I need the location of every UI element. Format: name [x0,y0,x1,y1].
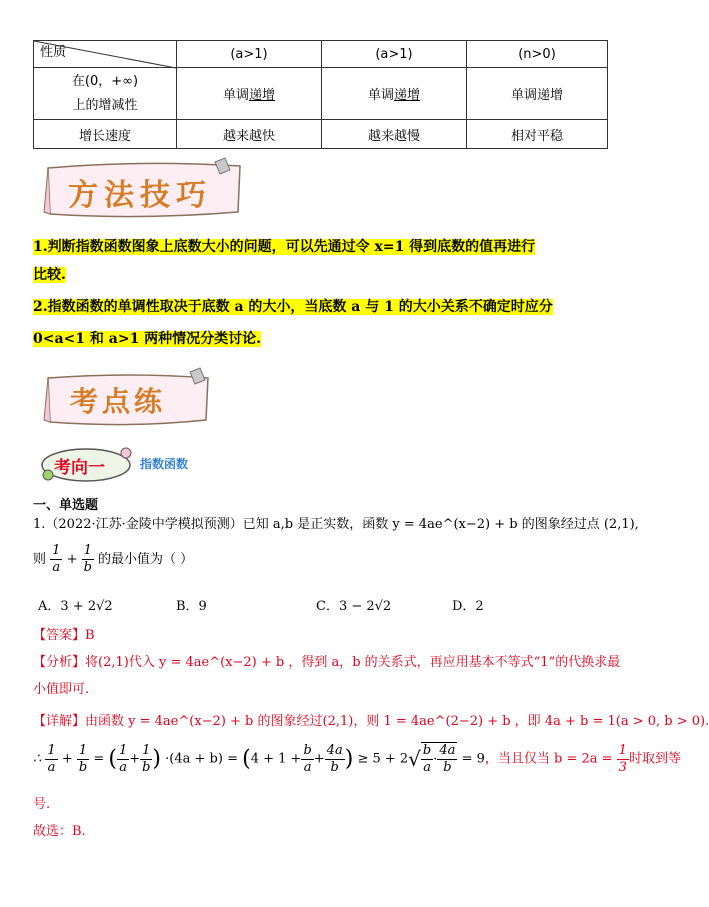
option-b[interactable]: B．9 [176,599,207,614]
tips-block [33,233,613,353]
analysis-tag: 【分析】 [33,655,86,670]
practice-title: 考点练 [70,385,167,418]
detail-conclusion: 故选：B. [33,824,86,839]
option-d[interactable]: D．2 [452,599,484,614]
table-header-col1: (a>1) [177,41,322,68]
question-line1: 1.（2022·江苏·金陵中学模拟预测）已知 a,b 是正实数，函数 y = 4ae^(x−2) + b 的图象经过点 (2,1), [33,517,639,532]
table-header-property: 性质 [40,44,67,60]
table-cell: 单调递增 [177,68,322,120]
practice-banner [40,372,215,428]
option-c[interactable]: C．3 − 2√2 [316,599,392,614]
table-header-diagonal-cell [34,41,177,68]
fraction-1-over-a: $\frac{1}{a}$ [52,543,61,575]
method-tips-banner [40,160,250,220]
badge-title: 考向一 [54,458,105,478]
detail-line2: ∴ $\frac{1}{a}$ + $\frac{1}{b}$ = ( $\frac{1}{a}$ + $\frac{1}{b}$ ) ·(4a + b) = (4 + 1 + $\frac{b}{a}$ + $\frac{4a}{b}$ ) ≥ 5 + 2√ $\frac{b}{a}$ · $\frac{4a}{b}$ = 9，当且仅当 b = 2a = $\frac{1}{3}$ 时取到等 [33,742,681,775]
detail-line1: 【详解】由函数 y = 4ae^(x−2) + b 的图象经过(2,1)，则 1 = 4ae^(2−2) + b ，即 4a + b = 1(a > 0, b > 0). [33,714,709,729]
table-cell: 越来越快 [177,120,322,149]
table-cell: 越来越慢 [322,120,467,149]
option-a[interactable]: A．3 + 2√2 [38,599,113,614]
tip1-line2: 比较. [33,267,66,283]
table-cell: 相对平稳 [467,120,608,149]
answer-line [33,624,95,643]
detail-tag: 【详解】 [33,714,86,729]
analysis-line2: 小值即可. [33,682,90,697]
table-cell: 单调递增 [322,68,467,120]
tip2-line2: 0<a<1 和 a>1 两种情况分类讨论. [33,331,262,347]
tip1-line1: 1.判断指数函数图象上底数大小的问题，可以先通过令 x=1 得到底数的值再进行 [33,239,536,255]
answer-tag: 【答案】 [33,628,86,643]
section-title: 一、单选题 [33,498,99,513]
detail-line3: 号. [33,797,51,812]
comparison-table [33,40,608,149]
topic-badge [38,443,208,485]
answer-value: B [85,628,95,643]
question-line2: 则 $\frac{1}{a}$ + $\frac{1}{b}$ 的最小值为（ ） [33,543,194,575]
table-row1-label: 在(0，+∞) 上的增减性 [34,68,177,120]
analysis-line1: 【分析】将(2,1)代入 y = 4ae^(x−2) + b ，得到 a，b 的关系式，再应用基本不等式“1”的代换求最 [33,655,621,670]
table-header-col2: (a>1) [322,41,467,68]
table-row2-label: 增长速度 [34,120,177,149]
table-cell: 单调递增 [467,68,608,120]
table-header-col3: (n>0) [467,41,608,68]
fraction-1-over-b: $\frac{1}{b}$ [83,543,92,575]
method-tips-title: 方法技巧 [68,178,212,213]
badge-label: 指数函数 [140,457,189,471]
tip2-line1: 2.指数函数的单调性取决于底数 a 的大小，当底数 a 与 1 的大小关系不确定时应分 [33,299,553,315]
